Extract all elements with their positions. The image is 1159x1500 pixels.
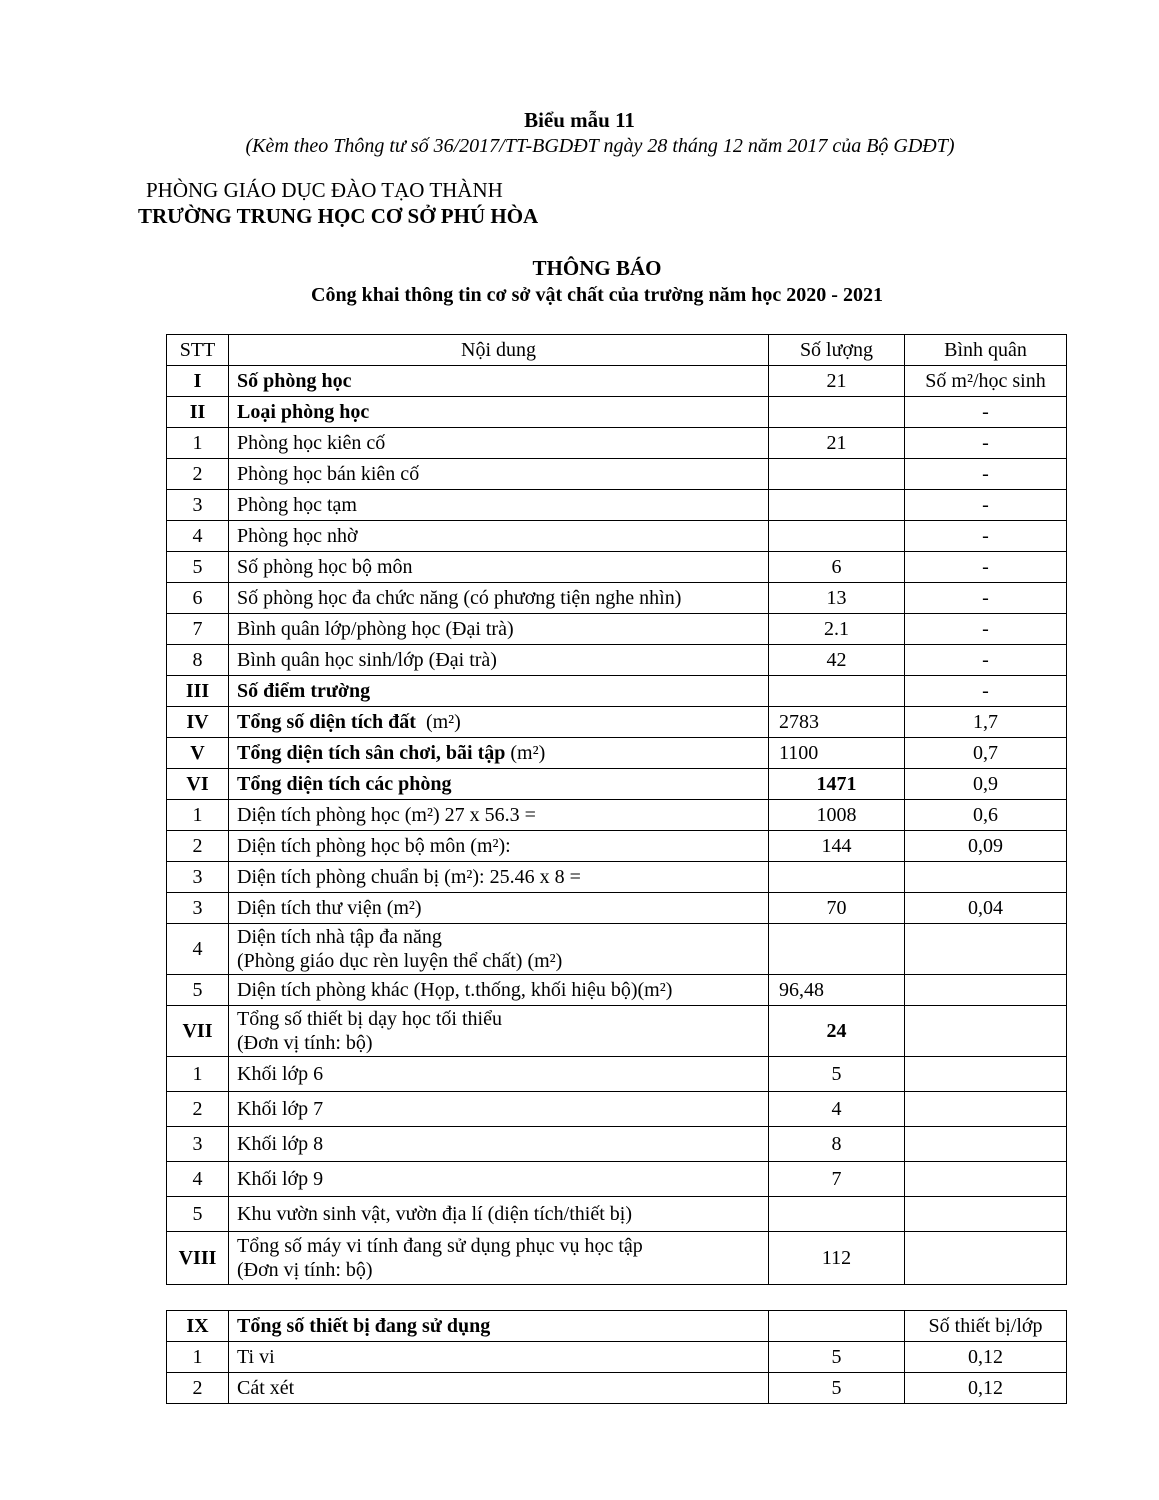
row-avg	[905, 1092, 1067, 1127]
row-avg	[905, 1162, 1067, 1197]
row-content	[229, 1006, 769, 1057]
row-stt: IX	[167, 1311, 229, 1342]
row-avg: Số m²/học sinh	[905, 366, 1067, 397]
row-content: Bình quân học sinh/lớp (Đại trà)	[229, 645, 769, 676]
row-avg	[905, 862, 1067, 893]
row-content-line2: (Phòng giáo dục rèn luyện thể chất) (m²)	[237, 950, 563, 972]
row-stt: I	[167, 366, 229, 397]
row-avg: -	[905, 490, 1067, 521]
row-qty: 1008	[769, 800, 905, 831]
table-row	[167, 800, 1067, 831]
row-avg: -	[905, 428, 1067, 459]
column-header: Số lượng	[769, 335, 905, 366]
table-row	[167, 1373, 1067, 1404]
row-content: Cát xét	[229, 1373, 769, 1404]
row-stt: 1	[167, 428, 229, 459]
table-row	[167, 1197, 1067, 1232]
row-avg: 0,7	[905, 738, 1067, 769]
row-stt: 7	[167, 614, 229, 645]
row-avg: -	[905, 459, 1067, 490]
row-content: Phòng học bán kiên cố	[229, 459, 769, 490]
column-header: Nội dung	[229, 335, 769, 366]
row-stt: 1	[167, 1342, 229, 1373]
row-content: Khối lớp 7	[229, 1092, 769, 1127]
row-content: Tổng diện tích các phòng	[229, 769, 769, 800]
row-content: Số phòng học đa chức năng (có phương tiện nghe nhìn)	[229, 583, 769, 614]
row-avg: 0,9	[905, 769, 1067, 800]
row-stt: 4	[167, 521, 229, 552]
row-stt: 6	[167, 583, 229, 614]
row-avg: Số thiết bị/lớp	[905, 1311, 1067, 1342]
row-stt: 4	[167, 924, 229, 975]
row-qty: 144	[769, 831, 905, 862]
row-stt: 2	[167, 1373, 229, 1404]
table-row	[167, 1006, 1067, 1057]
table-row	[167, 583, 1067, 614]
row-stt: IV	[167, 707, 229, 738]
row-content-text: Tổng diện tích sân chơi, bãi tập	[237, 742, 506, 764]
row-qty: 70	[769, 893, 905, 924]
row-content: Số điểm trường	[229, 676, 769, 707]
form-subtitle: (Kèm theo Thông tư số 36/2017/TT-BGDĐT ngày 28 tháng 12 năm 2017 của Bộ GDĐT)	[245, 135, 955, 157]
table-row	[167, 428, 1067, 459]
table-header-row	[167, 1311, 1067, 1342]
table-row	[167, 552, 1067, 583]
row-unit: (m²)	[510, 742, 546, 764]
row-qty: 13	[769, 583, 905, 614]
row-qty: 2.1	[769, 614, 905, 645]
row-content	[229, 924, 769, 975]
row-qty	[769, 521, 905, 552]
row-qty	[769, 459, 905, 490]
row-stt: II	[167, 397, 229, 428]
row-stt: 2	[167, 1092, 229, 1127]
form-title: Biểu mẫu 11	[524, 108, 635, 132]
row-qty: 6	[769, 552, 905, 583]
row-stt: 1	[167, 800, 229, 831]
row-avg: -	[905, 552, 1067, 583]
row-content: Diện tích phòng học bộ môn (m²):	[229, 831, 769, 862]
row-stt: 2	[167, 831, 229, 862]
table-row	[167, 1057, 1067, 1092]
column-header: Bình quân	[905, 335, 1067, 366]
row-stt: 3	[167, 893, 229, 924]
row-content: Khối lớp 9	[229, 1162, 769, 1197]
row-content: Diện tích phòng chuẩn bị (m²): 25.46 x 8 =	[229, 862, 769, 893]
row-content-text: Tổng số diện tích đất	[237, 711, 416, 733]
row-avg: 1,7	[905, 707, 1067, 738]
row-stt: VIII	[167, 1232, 229, 1285]
row-unit: (m²)	[425, 711, 461, 733]
row-stt: 3	[167, 1127, 229, 1162]
org-department: PHÒNG GIÁO DỤC ĐÀO TẠO THÀNH	[146, 178, 503, 202]
row-content-line1: Tổng số thiết bị dạy học tối thiểu	[237, 1008, 502, 1030]
row-qty: 2783	[769, 707, 905, 738]
row-avg	[905, 1127, 1067, 1162]
org-school: TRƯỜNG TRUNG HỌC CƠ SỞ PHÚ HÒA	[138, 204, 539, 228]
table-row	[167, 769, 1067, 800]
table-row	[167, 738, 1067, 769]
row-content: Phòng học nhờ	[229, 521, 769, 552]
row-content: Số phòng học bộ môn	[229, 552, 769, 583]
row-qty: 5	[769, 1057, 905, 1092]
row-content: Phòng học tạm	[229, 490, 769, 521]
equipment-table	[166, 1310, 1067, 1404]
row-content: Loại phòng học	[229, 397, 769, 428]
notice-title: THÔNG BÁO	[532, 256, 662, 280]
row-avg: 0,09	[905, 831, 1067, 862]
row-qty: 96,48	[769, 975, 905, 1006]
row-qty: 42	[769, 645, 905, 676]
row-qty: 1471	[769, 769, 905, 800]
row-avg	[905, 924, 1067, 975]
table-row	[167, 645, 1067, 676]
row-avg	[905, 1006, 1067, 1057]
row-avg: -	[905, 645, 1067, 676]
row-avg: -	[905, 614, 1067, 645]
row-stt: 3	[167, 490, 229, 521]
row-qty	[769, 1197, 905, 1232]
row-avg: -	[905, 583, 1067, 614]
row-qty: 4	[769, 1092, 905, 1127]
row-stt: 8	[167, 645, 229, 676]
row-avg: -	[905, 676, 1067, 707]
row-qty: 21	[769, 428, 905, 459]
table-row	[167, 490, 1067, 521]
row-stt: 4	[167, 1162, 229, 1197]
table-row	[167, 614, 1067, 645]
row-content: Khối lớp 6	[229, 1057, 769, 1092]
row-qty	[769, 397, 905, 428]
row-qty	[769, 490, 905, 521]
row-avg: 0,6	[905, 800, 1067, 831]
facilities-table	[166, 334, 1067, 1285]
row-avg: -	[905, 397, 1067, 428]
row-stt: V	[167, 738, 229, 769]
row-avg: 0,12	[905, 1342, 1067, 1373]
row-qty: 24	[769, 1006, 905, 1057]
row-content: Khối lớp 8	[229, 1127, 769, 1162]
table-row	[167, 459, 1067, 490]
table-row	[167, 975, 1067, 1006]
row-stt: 5	[167, 1197, 229, 1232]
row-avg	[905, 1057, 1067, 1092]
table-row	[167, 1127, 1067, 1162]
row-content: Khu vườn sinh vật, vườn địa lí (diện tích/thiết bị)	[229, 1197, 769, 1232]
row-content: Diện tích phòng học (m²) 27 x 56.3 =	[229, 800, 769, 831]
row-qty: 8	[769, 1127, 905, 1162]
row-qty: 1100	[769, 738, 905, 769]
row-content: Phòng học kiên cố	[229, 428, 769, 459]
row-content: Bình quân lớp/phòng học (Đại trà)	[229, 614, 769, 645]
row-qty: 112	[769, 1232, 905, 1285]
row-qty: 5	[769, 1342, 905, 1373]
row-avg: 0,04	[905, 893, 1067, 924]
row-stt: VI	[167, 769, 229, 800]
row-qty	[769, 924, 905, 975]
table-row	[167, 1092, 1067, 1127]
table-row	[167, 397, 1067, 428]
row-content: Ti vi	[229, 1342, 769, 1373]
row-content: Diện tích thư viện (m²)	[229, 893, 769, 924]
row-content	[229, 738, 769, 769]
row-qty	[769, 676, 905, 707]
row-stt: 3	[167, 862, 229, 893]
row-content	[229, 707, 769, 738]
table-header-row	[167, 335, 1067, 366]
table-row	[167, 862, 1067, 893]
row-content-line2: (Đơn vị tính: bộ)	[237, 1032, 373, 1054]
row-content	[229, 1232, 769, 1285]
table-row	[167, 366, 1067, 397]
row-stt: 5	[167, 552, 229, 583]
row-qty: 5	[769, 1373, 905, 1404]
row-qty	[769, 862, 905, 893]
table-row	[167, 521, 1067, 552]
table-row	[167, 893, 1067, 924]
row-stt: 2	[167, 459, 229, 490]
column-header: STT	[167, 335, 229, 366]
table-row	[167, 831, 1067, 862]
row-avg: -	[905, 521, 1067, 552]
table-row	[167, 1342, 1067, 1373]
row-content: Diện tích phòng khác (Họp, t.thống, khối hiệu bộ)(m²)	[229, 975, 769, 1006]
row-content: Số phòng học	[229, 366, 769, 397]
row-qty	[769, 1311, 905, 1342]
row-content-line1: Diện tích nhà tập đa năng	[237, 926, 442, 948]
row-qty: 21	[769, 366, 905, 397]
row-avg: 0,12	[905, 1373, 1067, 1404]
row-content-line2: (Đơn vị tính: bộ)	[237, 1259, 373, 1281]
row-avg	[905, 1232, 1067, 1285]
table-row	[167, 1162, 1067, 1197]
table-row	[167, 924, 1067, 975]
row-content-line1: Tổng số máy vi tính đang sử dụng phục vụ học tập	[237, 1235, 643, 1257]
row-avg	[905, 1197, 1067, 1232]
table-row	[167, 676, 1067, 707]
row-stt: VII	[167, 1006, 229, 1057]
row-stt: 1	[167, 1057, 229, 1092]
notice-subtitle: Công khai thông tin cơ sở vật chất của trường năm học 2020 - 2021	[311, 284, 883, 306]
row-stt: 5	[167, 975, 229, 1006]
row-stt: III	[167, 676, 229, 707]
row-content: Tổng số thiết bị đang sử dụng	[229, 1311, 769, 1342]
table-row	[167, 1232, 1067, 1285]
table-row	[167, 707, 1067, 738]
row-qty: 7	[769, 1162, 905, 1197]
row-avg	[905, 975, 1067, 1006]
